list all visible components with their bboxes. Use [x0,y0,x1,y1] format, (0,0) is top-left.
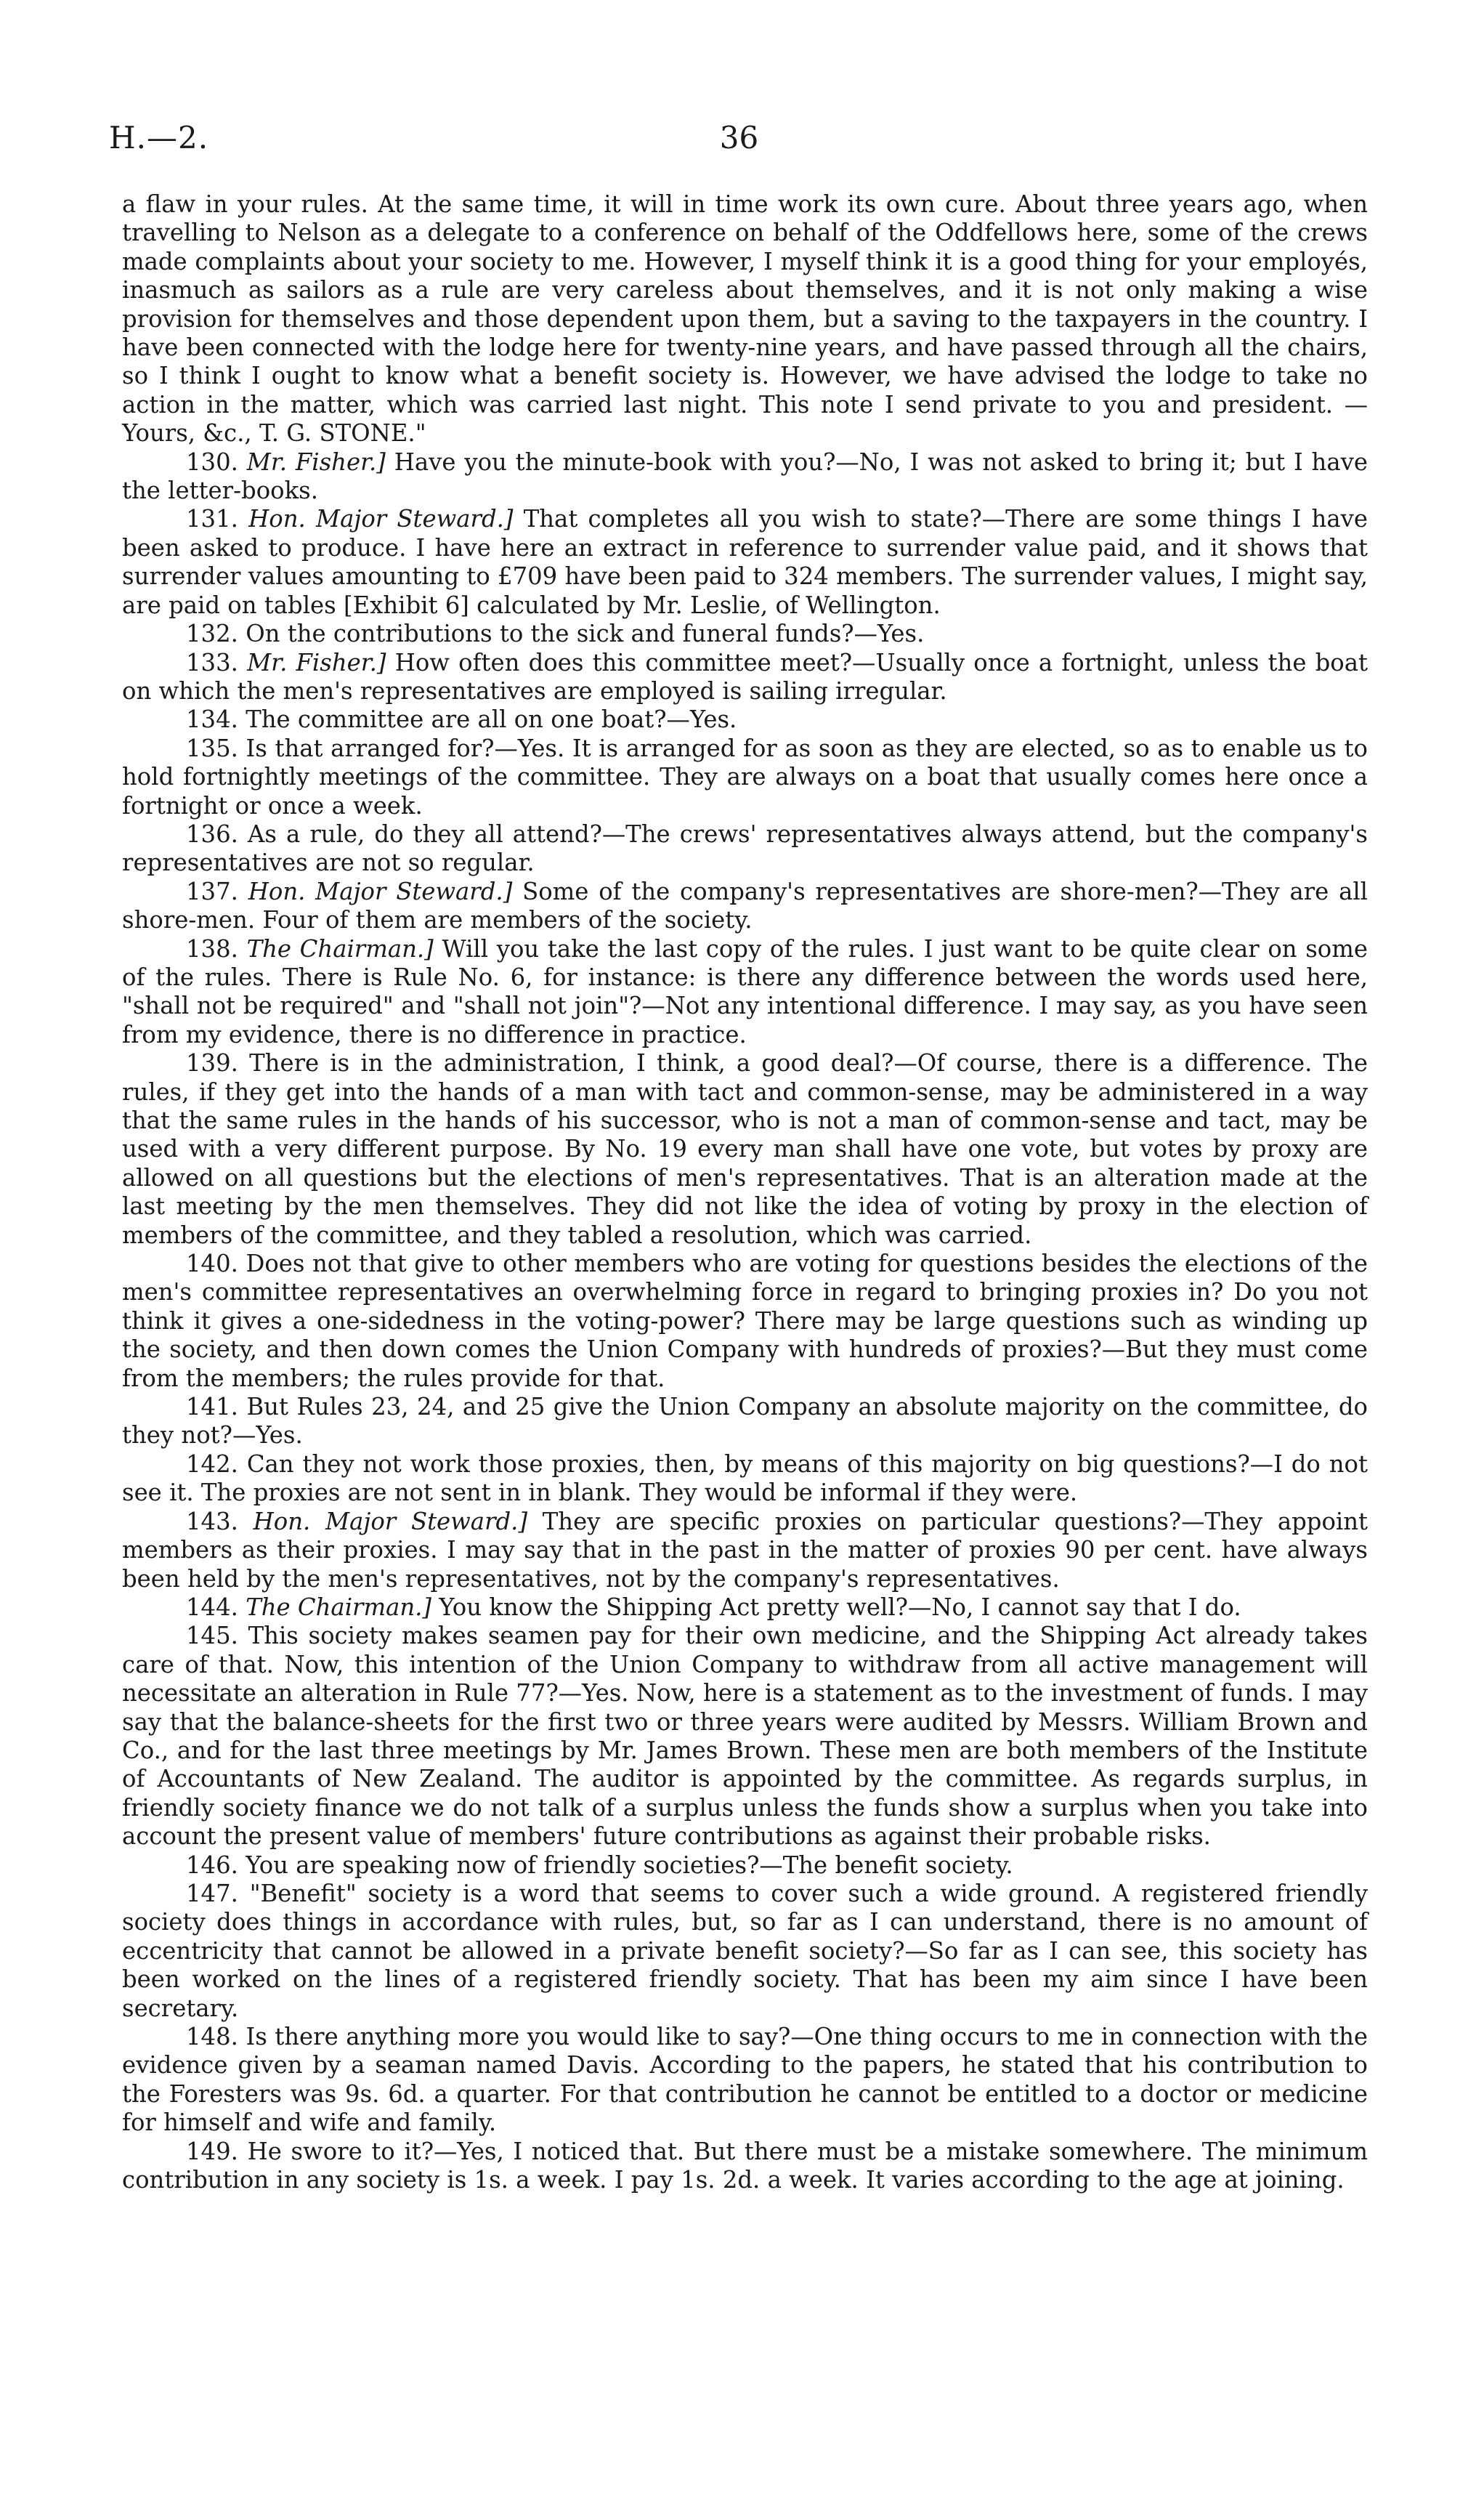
paragraph-text: The committee are all on one boat?—Yes. [246,706,737,734]
paragraph-text: He swore to it?—Yes, I noticed that. But there must be a mistake somewhere. The minimum contribution in any society is 1s. a week. I pay 1s. 2d. a week. It varies according to the age at joining. [122,2137,1368,2194]
question-number: 144. [186,1593,238,1621]
question-number: 143. [186,1507,238,1535]
question-146 [122,1851,1368,1880]
paragraph-text: Is there anything more you would like to say?—One thing occurs to me in connection with the evidence given by a seaman named Davis. According to the papers, he stated that his contribution to the Foresters was 9s. 6d. a quarter. For that contribution he cannot be entitled to a doctor or medicine for himself and wife and family. [122,2023,1368,2137]
paragraph-text: That completes all you wish to state?—There are some things I have been asked to produce. I have here an extract in reference to surrender value paid, and it shows that surrender values amounting to £709 have been paid to 324 members. The surrender values, I might say, are paid on tables [Exhibit 6] calculated by Mr. Leslie, of Wellington. [122,505,1368,619]
question-138 [122,935,1368,1050]
paragraph-text: Can they not work those proxies, then, by means of this majority on big questions?—I do not see it. The proxies are not sent in in blank. They would be informal if they were. [122,1450,1368,1507]
paragraph-text: You are speaking now of friendly societies?—The benefit society. [246,1851,1013,1879]
question-135 [122,735,1368,820]
question-number: 145. [186,1622,238,1650]
paragraph-text: Does not that give to other members who are voting for questions besides the elections of the men's committee representatives an overwhelming force in regard to bringing proxies in? Do you not think it gives a one-sidedness in the voting-power? There may be large questions such as winding up the society, and then down comes the Union Company with hundreds of proxies?—But they must come from the members; the rules provide for that. [122,1250,1368,1392]
question-143 [122,1508,1368,1593]
question-149 [122,2138,1368,2195]
paragraph-text: You know the Shipping Act pretty well?—No, I cannot say that I do. [439,1593,1241,1621]
speaker: The Chairman.] [246,934,434,963]
speaker: Hon. Major Steward.] [248,505,514,533]
question-137 [122,878,1368,935]
paragraph-text: They are specific proxies on particular questions?—They appoint members as their proxies. I may say that in the past in the matter of proxies 90 per cent. have always been held by the men's representatives, not by the company's representatives. [122,1507,1368,1593]
question-number: 134. [186,706,238,734]
question-139 [122,1049,1368,1250]
paragraph-continuation [122,190,1368,448]
question-number: 139. [186,1049,238,1078]
paragraph-text: On the contributions to the sick and funeral funds?—Yes. [246,620,925,648]
question-131 [122,505,1368,620]
question-number: 132. [186,620,238,648]
question-number: 130. [186,448,238,476]
paragraph-text: But Rules 23, 24, and 25 give the Union Company an absolute majority on the committee, do they not?—Yes. [122,1393,1368,1450]
paragraph-text: Some of the company's representatives are shore-men?—They are all shore-men. Four of them are members of the society. [122,877,1368,934]
question-number: 140. [186,1250,238,1278]
question-144 [122,1593,1368,1622]
question-number: 135. [186,734,238,762]
question-number: 137. [186,877,238,905]
document-reference: H.—2. [109,120,209,155]
paragraph-text: Will you take the last copy of the rules. I just want to be quite clear on some of the rules. There is Rule No. 6, for instance: is there any difference between the words used here, "shall not be required" and "shall not join"?—Not any intentional difference. I may say, as you have seen from my evidence, there is no difference in practice. [122,934,1368,1048]
question-145 [122,1622,1368,1851]
question-133 [122,649,1368,706]
body-text [122,190,1368,2194]
question-number: 133. [186,648,238,676]
question-number: 146. [186,1851,238,1879]
speaker: Hon. Major Steward.] [248,877,513,905]
question-number: 149. [186,2137,238,2165]
question-134 [122,706,1368,734]
paragraph-text: As a rule, do they all attend?—The crews' representatives always attend, but the company's representatives are not so regular. [122,820,1368,877]
paragraph-text: Have you the minute-book with you?—No, I was not asked to bring it; but I have the letter-books. [122,448,1368,505]
question-147 [122,1880,1368,2023]
question-136 [122,820,1368,878]
question-142 [122,1450,1368,1508]
paragraph-text: There is in the administration, I think, a good deal?—Of course, there is a difference. The rules, if they get into the hands of a man with tact and common-sense, may be administered in a way that the same rules in the hands of his successor, who is not a man of common-sense and tact, may be used with a very different purpose. By No. 19 every man shall have one vote, but votes by proxy are allowed on all questions but the elections of men's representatives. That is an alteration made at the last meeting by the men themselves. They did not like the idea of voting by proxy in the election of members of the committee, and they tabled a resolution, which was carried. [122,1049,1368,1249]
question-130 [122,448,1368,506]
paragraph-text: a flaw in your rules. At the same time, it will in time work its own cure. About three years ago, when travelling to Nelson as a delegate to a conference on behalf of the Oddfellows here, some of the crews made complaints about your society to me. However, I myself think it is a good thing for your employés, inasmuch as sailors as a rule are very careless about themselves, and it is not only making a wise provision for themselves and those dependent upon them, but a saving to the taxpayers in the country. I have been connected with the lodge here for twenty-nine years, and have passed through all the chairs, so I think I ought to know what a benefit society is. However, we have advised the lodge to take no action in the matter, which was carried last night. This note I send private to you and president. —Yours, &c., T. G. STONE." [122,190,1368,448]
paragraph-text: Is that arranged for?—Yes. It is arranged for as soon as they are elected, so as to enable us to hold fortnightly meetings of the committee. They are always on a boat that usually comes here once a fortnight or once a week. [122,734,1368,820]
paragraph-text: "Benefit" society is a word that seems to cover such a wide ground. A registered friendly society does things in accordance with rules, but, so far as I can understand, there is no amount of eccentricity that cannot be allowed in a private benefit society?—So far as I can see, this society has been worked on the lines of a registered friendly society. That has been my aim since I have been secretary. [122,1879,1368,2022]
paragraph-text: This society makes seamen pay for their own medicine, and the Shipping Act already takes care of that. Now, this intention of the Union Company to withdraw from all active management will necessitate an alteration in Rule 77?—Yes. Now, here is a statement as to the investment of funds. I may say that the balance-sheets for the first two or three years were audited by Messrs. William Brown and Co., and for the last three meetings by Mr. James Brown. These men are both members of the Institute of Accountants of New Zealand. The auditor is appointed by the committee. As regards surplus, in friendly society finance we do not talk of a surplus unless the funds show a surplus when you take into account the present value of members' future contributions as against their probable risks. [122,1622,1368,1851]
question-number: 131. [186,505,238,533]
page-number: 36 [719,120,759,155]
speaker: Mr. Fisher.] [246,448,386,476]
page-header [109,120,1369,171]
speaker: Mr. Fisher.] [247,648,386,676]
question-number: 148. [186,2023,238,2050]
question-number: 147. [186,1879,238,1907]
paragraph-text: How often does this committee meet?—Usually once a fortnight, unless the boat on which the men's representatives are employed is sailing irregular. [122,648,1368,705]
speaker: Hon. Major Steward.] [253,1507,528,1535]
question-number: 136. [186,820,238,848]
question-number: 138. [186,934,238,963]
question-132 [122,620,1368,648]
question-140 [122,1250,1368,1393]
question-141 [122,1393,1368,1450]
speaker: The Chairman.] [246,1593,432,1621]
question-number: 142. [186,1450,238,1478]
question-number: 141. [186,1393,238,1421]
question-148 [122,2023,1368,2138]
